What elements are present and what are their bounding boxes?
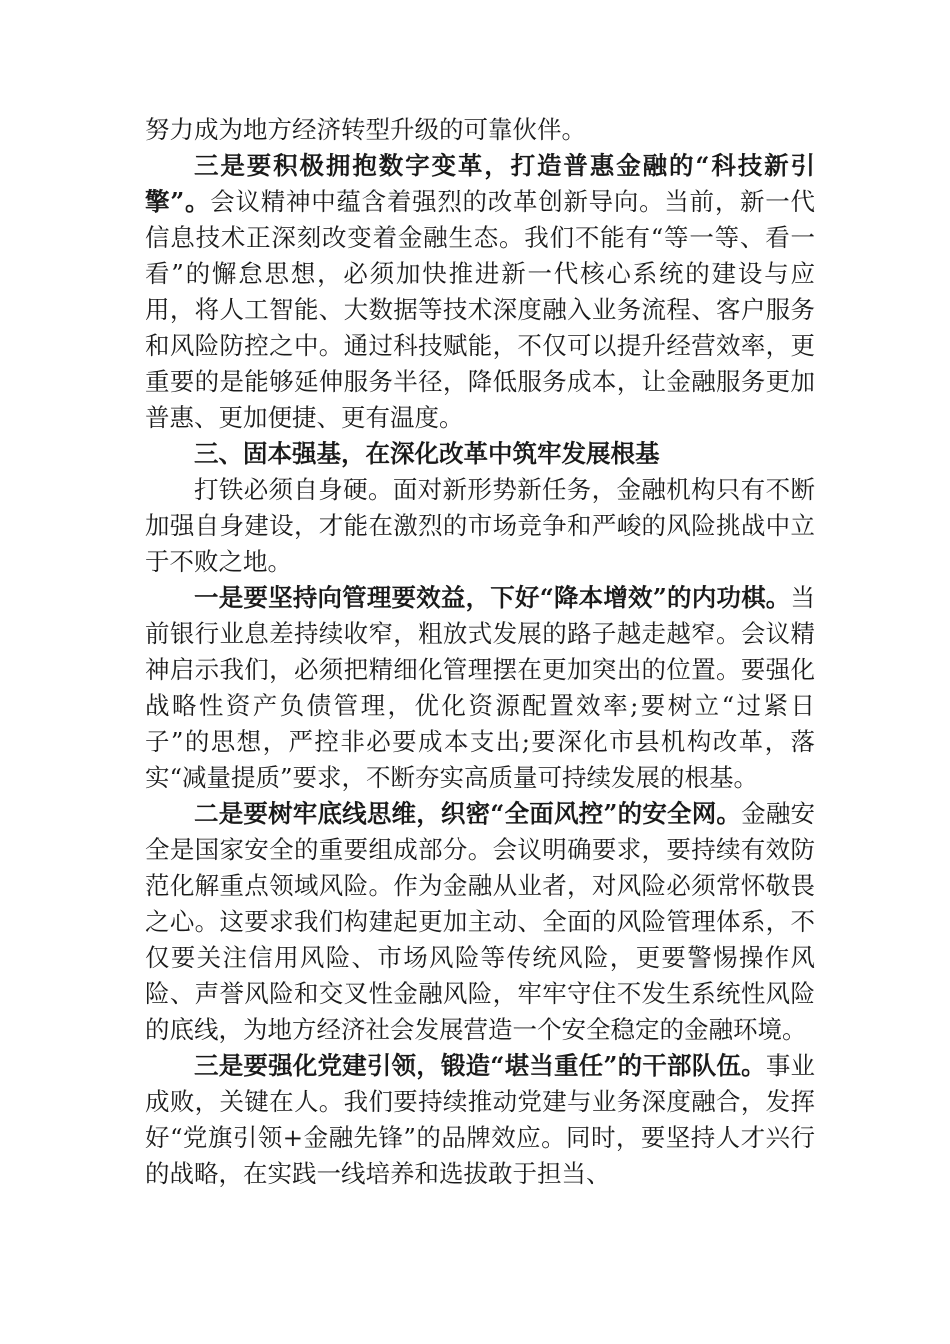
paragraph-digital-transformation [145,148,815,436]
paragraph-text: 打铁必须自身硬。面对新形势新任务，金融机构只有不断加强自身建设，才能在激烈的市场竞争和严峻的风险挑战中立于不败之地。 [145,475,815,576]
paragraph-party-building [145,1048,815,1192]
paragraph-continuation [145,112,815,148]
paragraph-text: 当前银行业息差持续收窄，粗放式发展的路子越走越窄。会议精神启示我们，必须把精细化管理摆在更加突出的位置。要强化战略性资产负债管理，优化资源配置效率;要树立“过紧日子”的思想，严控非必要成本支出;要深化市县机构改革，落实“减量提质”要求，不断夯实高质量可持续发展的根基。 [145,583,815,792]
paragraph-text: 金融安全是国家安全的重要组成部分。会议明确要求，要持续有效防范化解重点领域风险。作为金融从业者，对风险必须常怀敬畏之心。这要求我们构建起更加主动、全面的风险管理体系，不仅要关注信用风险、市场风险等传统风险，更要警惕操作风险、声誉风险和交叉性金融风险，牢牢守住不发生系统性风险的底线，为地方经济社会发展营造一个安全稳定的金融环境。 [145,799,816,1044]
document-page [145,112,815,1192]
section-heading: 三、固本强基，在深化改革中筑牢发展根基 [194,439,660,468]
paragraph-text: 努力成为地方经济转型升级的可靠伙伴。 [145,115,586,144]
paragraph-intro [145,472,815,580]
paragraph-lead: 三是要强化党建引领，锻造“堪当重任”的干部队伍。 [194,1051,766,1080]
paragraph-management [145,580,815,796]
paragraph-lead: 一是要坚持向管理要效益，下好“降本增效”的内功棋。 [194,583,791,612]
paragraph-risk-control [145,796,815,1048]
paragraph-lead: 三是要积极拥抱数字变革，打造普惠金融的“科技新引擎”。 [145,151,815,216]
paragraph-lead: 二是要树牢底线思维，织密“全面风控”的安全网。 [194,799,742,828]
paragraph-text: 事业成败，关键在人。我们要持续推动党建与业务深度融合，发挥好“党旗引领+金融先锋”的品牌效应。同时，要坚持人才兴行的战略，在实践一线培养和选拔敢于担当、 [145,1051,816,1188]
paragraph-text: 会议精神中蕴含着强烈的改革创新导向。当前，新一代信息技术正深刻改变着金融生态。我们不能有“等一等、看一看”的懈怠思想，必须加快推进新一代核心系统的建设与应用，将人工智能、大数据等技术深度融入业务流程、客户服务和风险防控之中。通过科技赋能，不仅可以提升经营效率，更重要的是能够延伸服务半径，降低服务成本，让金融服务更加普惠、更加便捷、更有温度。 [145,187,816,432]
